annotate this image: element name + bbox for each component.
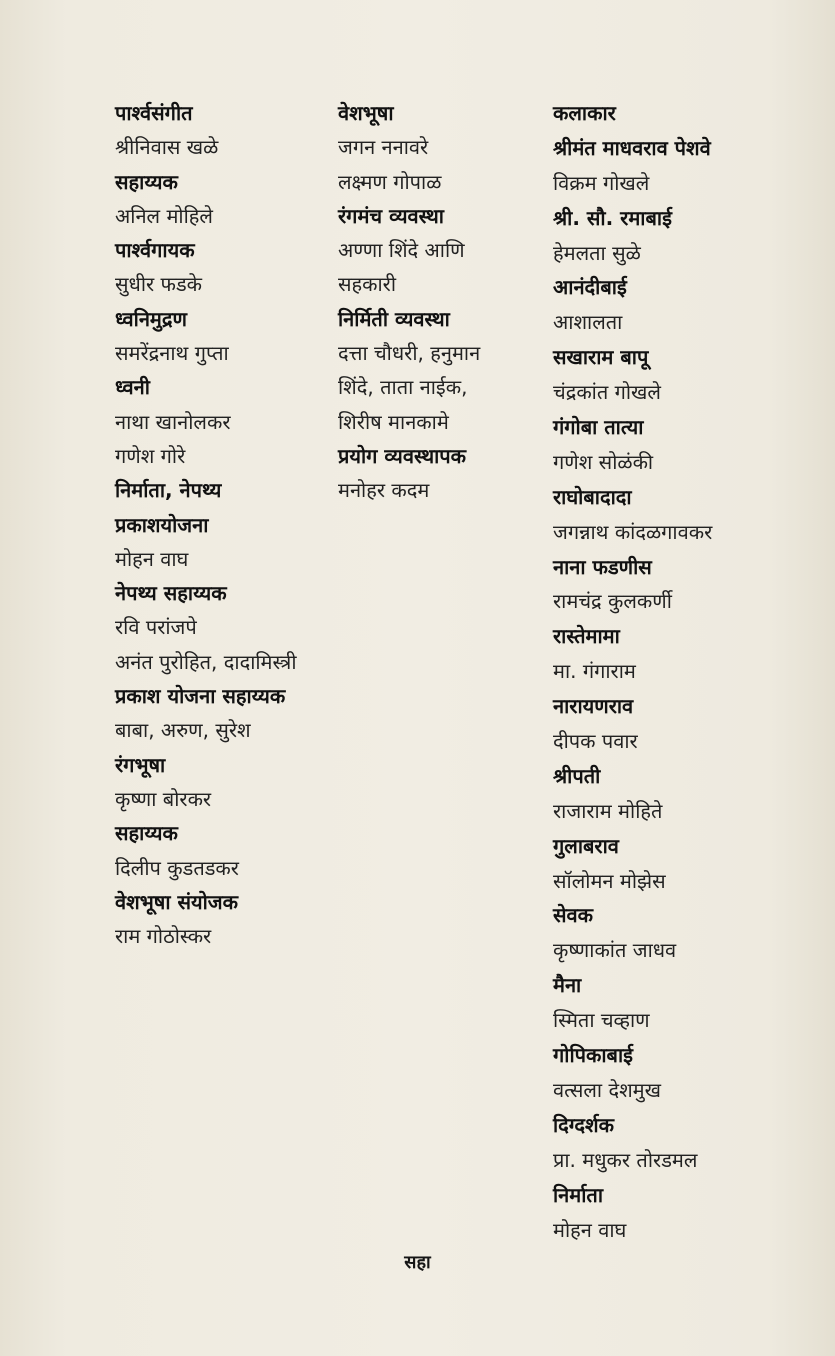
credit-heading: प्रयोग व्यवस्थापक [338, 443, 467, 468]
credit-heading: ध्वनिमुद्रण [115, 306, 187, 331]
credit-heading: पार्श्वसंगीत [115, 101, 193, 125]
credit-heading: सखाराम बापू [553, 345, 649, 370]
credit-heading: रास्तेमामा [553, 624, 620, 649]
credit-heading: गुलाबराव [553, 833, 619, 858]
page-number: सहा [404, 1252, 431, 1273]
credit-name: मा. गंगाराम [553, 659, 636, 684]
credit-name: राम गोठोस्कर [115, 924, 212, 949]
credits-column-crew [115, 96, 330, 953]
credit-heading: गंगोबा तात्या [553, 415, 644, 440]
credit-heading: राघोबादादा [553, 484, 632, 509]
credit-heading: श्रीमंत माधवराव पेशवे [553, 135, 711, 160]
credit-name: शिंदे, ताता नाईक, [338, 375, 468, 400]
credit-heading: रंगभूषा [115, 752, 166, 777]
credit-heading: सहाय्यक [115, 169, 178, 194]
credit-name: बाबा, अरुण, सुरेश [115, 718, 251, 743]
credit-name: कृष्णाकांत जाधव [553, 938, 677, 963]
credit-heading: वेशभूषा [338, 101, 394, 125]
credit-heading: प्रकाशयोजना [115, 512, 209, 537]
credit-name: कृष्णा बोरकर [115, 786, 212, 811]
credit-heading: ध्वनी [115, 375, 150, 400]
credit-heading: श्री. सौ. रमाबाई [553, 205, 672, 230]
credit-name: लक्ष्मण गोपाळ [338, 169, 442, 194]
credit-name: शिरीष मानकामे [338, 409, 449, 434]
credit-heading: सेवक [553, 903, 593, 928]
credit-name: सुधीर फडके [115, 272, 203, 297]
credit-name: दत्ता चौधरी, हनुमान [338, 341, 481, 366]
credit-name: अनंत पुरोहित, दादामिस्त्री [115, 649, 297, 674]
credit-name: प्रा. मधुकर तोरडमल [553, 1147, 698, 1172]
credit-name: सहकारी [338, 272, 397, 297]
credit-name: मोहन वाघ [115, 546, 189, 571]
credit-heading: नाना फडणीस [553, 554, 652, 579]
credit-heading: वेशभूषा संयोजक [115, 889, 238, 914]
credit-name: आशालता [553, 310, 623, 335]
credit-name: मनोहर कदम [338, 478, 430, 503]
credit-name: अनिल मोहिले [115, 203, 213, 228]
credit-name: वत्सला देशमुख [553, 1077, 661, 1102]
credit-name: रवि परांजपे [115, 615, 197, 640]
credit-heading: निर्माता [553, 1182, 603, 1207]
credit-name: दीपक पवार [553, 729, 638, 754]
credit-heading: रंगमंच व्यवस्था [338, 203, 444, 228]
credit-heading: प्रकाश योजना सहाय्यक [115, 684, 286, 709]
credit-heading: कलाकार [553, 101, 616, 125]
credit-name: जगन्नाथ कांदळगावकर [553, 519, 713, 544]
credit-name: दिलीप कुडतडकर [115, 855, 239, 880]
credit-heading: श्रीपती [553, 763, 601, 788]
credit-name: श्रीनिवास खळे [115, 135, 219, 160]
credit-name: समरेंद्रनाथ गुप्ता [115, 341, 229, 366]
credit-heading: दिग्दर्शक [553, 1112, 614, 1137]
credit-name: राजाराम मोहिते [553, 798, 663, 823]
credit-name: सॉलोमन मोझेस [553, 868, 666, 893]
credit-heading: सहाय्यक [115, 821, 178, 846]
credit-heading: नेपथ्य सहाय्यक [115, 581, 227, 606]
credit-name: रामचंद्र कुलकर्णी [553, 589, 672, 614]
credit-name: हेमलता सुळे [553, 240, 641, 265]
credit-name: जगन ननावरे [338, 135, 429, 160]
credit-name: गणेश गोरे [115, 443, 186, 468]
credit-heading: नारायणराव [553, 694, 634, 719]
credit-name: नाथा खानोलकर [115, 409, 231, 434]
credit-heading: मैना [553, 973, 582, 998]
credit-name: अण्णा शिंदे आणि [338, 238, 465, 263]
credit-heading: आनंदीबाई [553, 275, 627, 300]
credit-heading: पार्श्वगायक [115, 238, 195, 263]
credit-name: गणेश सोळंकी [553, 449, 654, 474]
credit-heading: निर्माता, नेपथ्य [115, 478, 222, 503]
credit-heading: गोपिकाबाई [553, 1043, 633, 1068]
credit-heading: निर्मिती व्यवस्था [338, 306, 450, 331]
credit-name: विक्रम गोखले [553, 170, 650, 195]
credit-name: मोहन वाघ [553, 1217, 627, 1242]
credits-column-production [338, 96, 548, 508]
credits-column-cast [553, 96, 823, 1247]
credit-name: स्मिता चव्हाण [553, 1008, 650, 1033]
credit-name: चंद्रकांत गोखले [553, 380, 661, 405]
